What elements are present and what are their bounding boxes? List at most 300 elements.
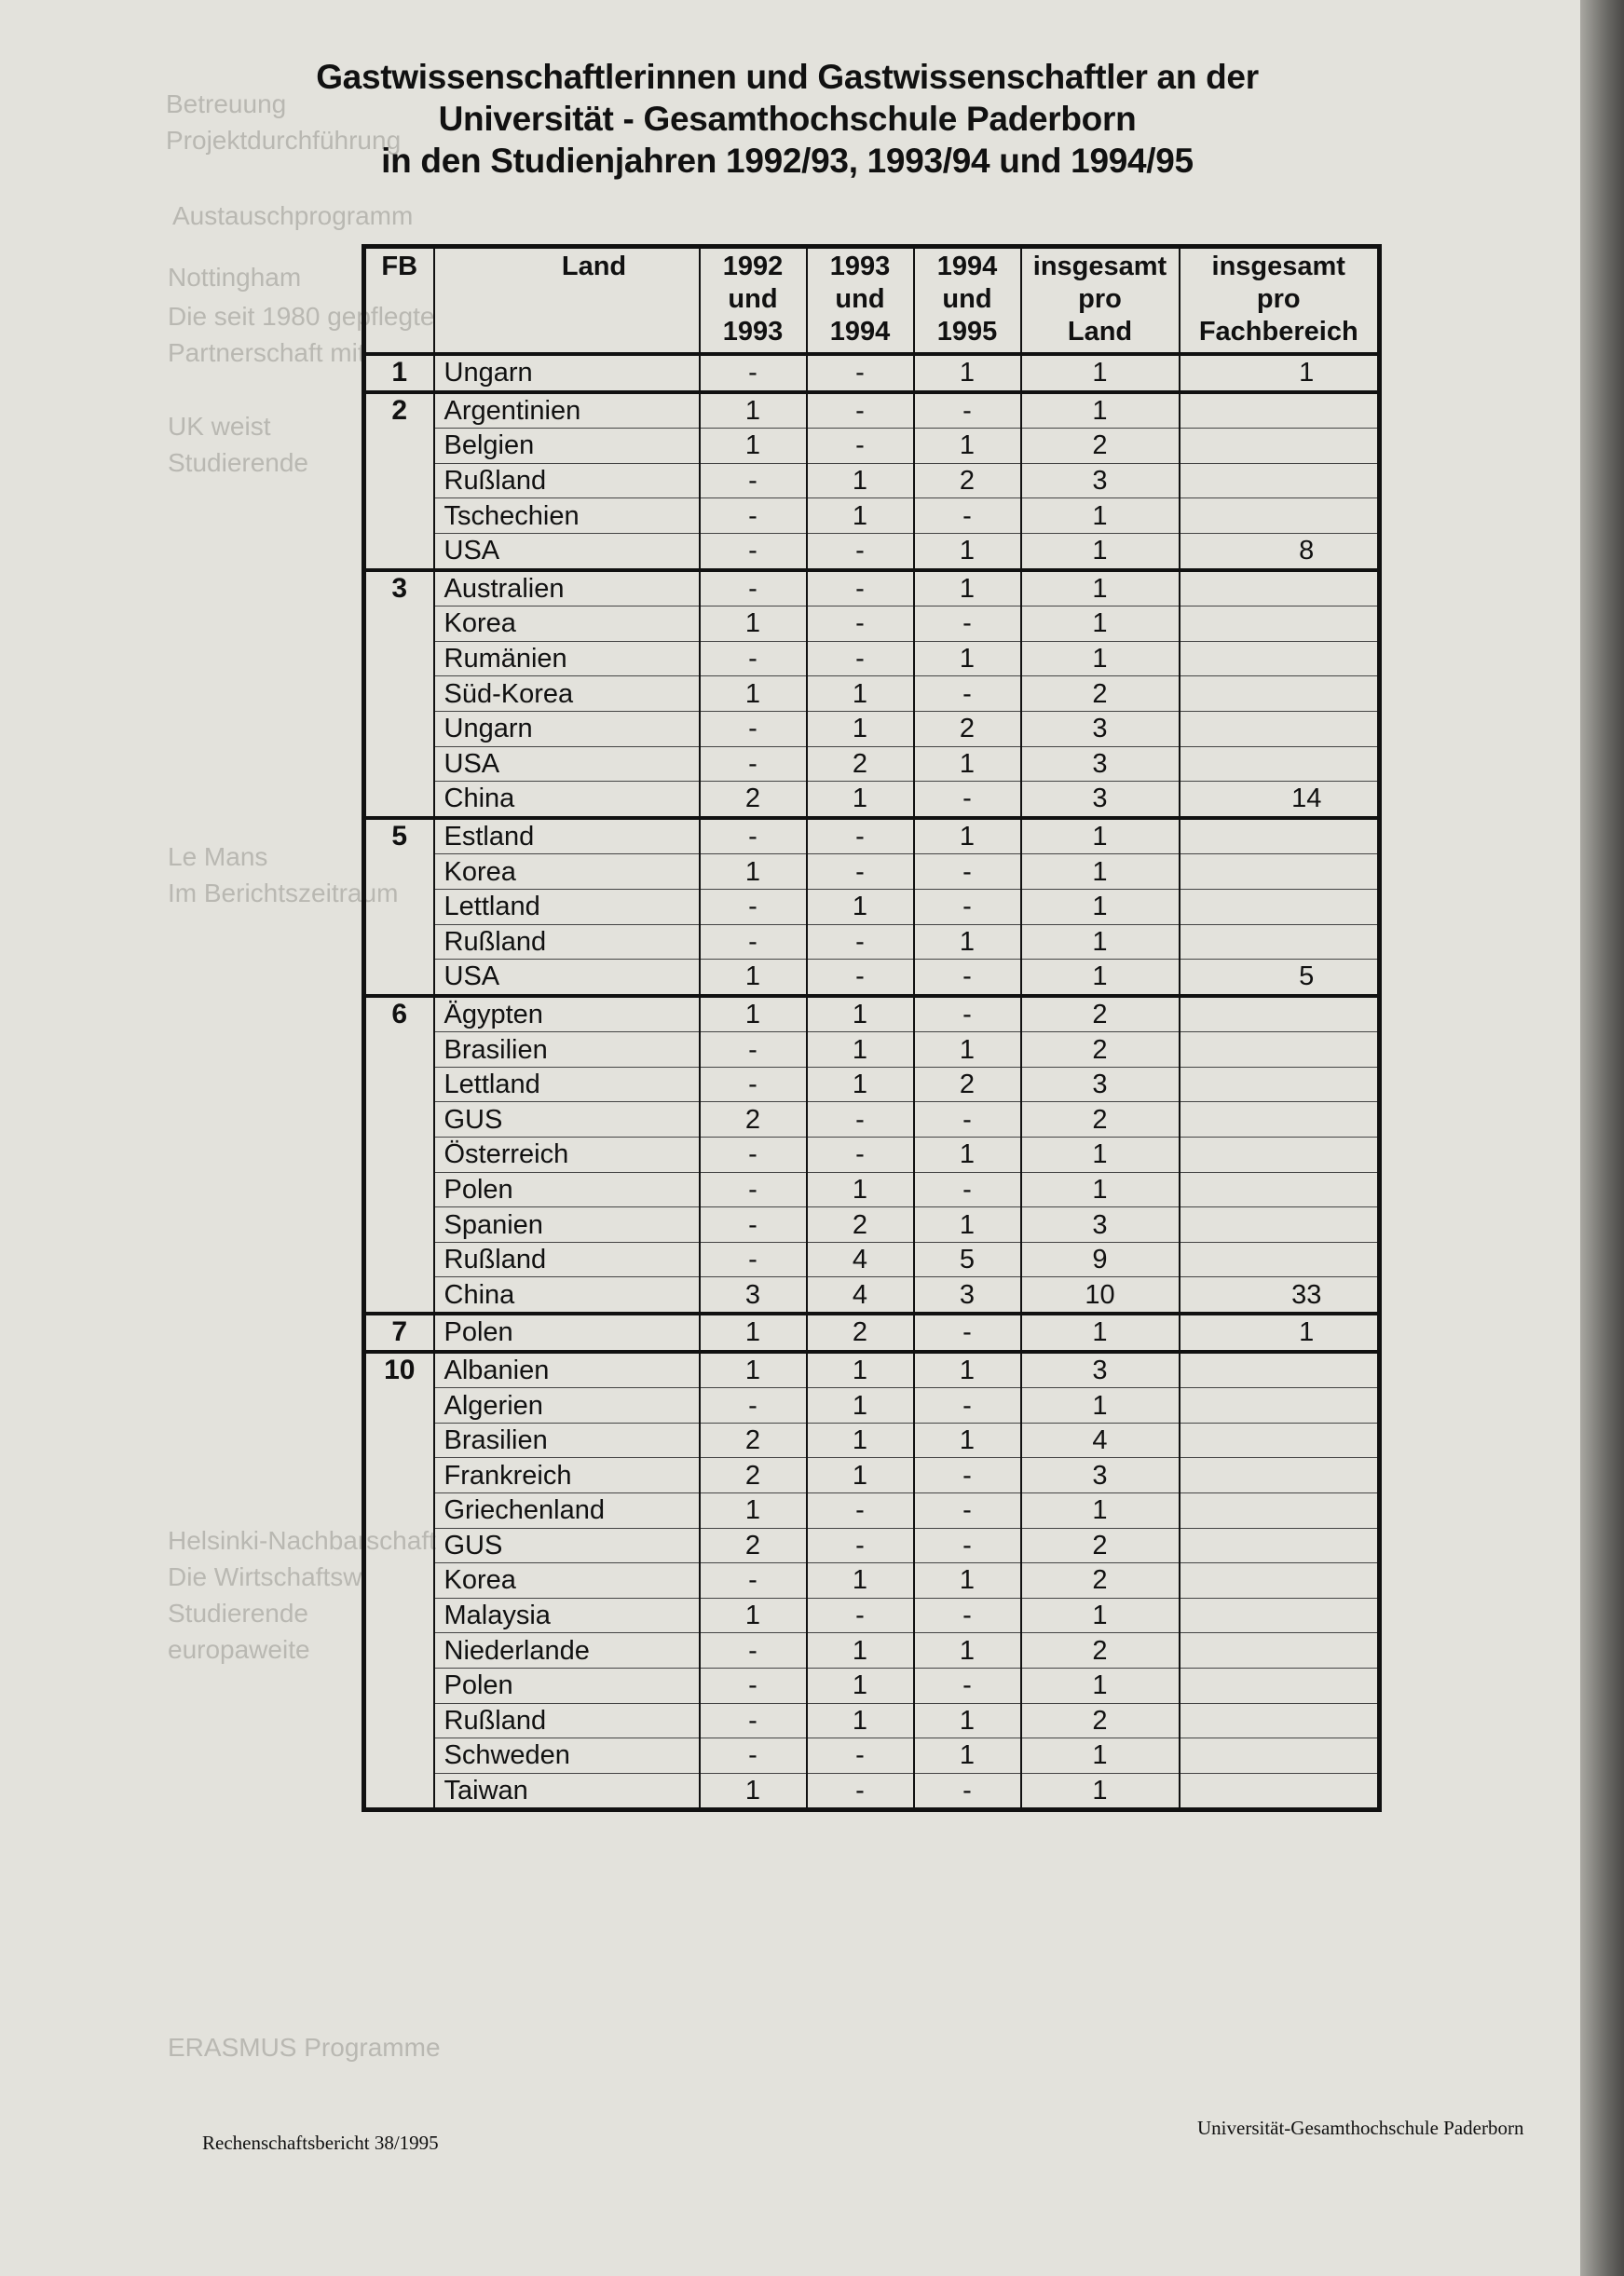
cell-total-land: 1 [1021, 392, 1180, 429]
cell-land: Taiwan [434, 1773, 700, 1810]
cell-land: Spanien [434, 1207, 700, 1243]
cell-1992-93: 1 [700, 996, 807, 1032]
cell-1992-93: 1 [700, 606, 807, 642]
table-row [364, 1528, 1380, 1563]
bleed-through-text: Im Berichtszeitraum [168, 879, 399, 907]
table-row [364, 1633, 1380, 1669]
table-row [364, 641, 1380, 676]
cell-1994-95: 1 [914, 1703, 1021, 1738]
cell-1992-93: - [700, 711, 807, 746]
cell-1992-93: - [700, 533, 807, 569]
cell-1994-95: 1 [914, 1423, 1021, 1458]
cell-total-fachbereich [1180, 924, 1380, 960]
cell-1992-93: 2 [700, 1458, 807, 1493]
cell-total-land: 2 [1021, 996, 1180, 1032]
cell-total-land: 1 [1021, 1668, 1180, 1703]
cell-total-fachbereich [1180, 1242, 1380, 1277]
cell-1994-95: 1 [914, 1032, 1021, 1068]
cell-1992-93: 1 [700, 1314, 807, 1352]
book-spine-shadow [1580, 0, 1624, 2276]
cell-1994-95: 1 [914, 429, 1021, 464]
cell-fb [364, 1207, 434, 1243]
cell-1993-94: 1 [807, 1703, 914, 1738]
cell-1993-94: 1 [807, 1032, 914, 1068]
cell-1992-93: - [700, 641, 807, 676]
bleed-through-text: Austauschprogramm [172, 201, 414, 230]
cell-total-fachbereich [1180, 1352, 1380, 1388]
cell-1992-93: - [700, 1388, 807, 1424]
cell-total-fachbereich [1180, 498, 1380, 534]
cell-1992-93: - [700, 1032, 807, 1068]
table-row [364, 889, 1380, 924]
cell-1993-94: 1 [807, 676, 914, 712]
cell-1994-95: - [914, 854, 1021, 890]
cell-total-land: 2 [1021, 1563, 1180, 1599]
cell-1994-95: - [914, 1668, 1021, 1703]
cell-1992-93: 1 [700, 1598, 807, 1633]
cell-total-fachbereich [1180, 463, 1380, 498]
cell-land: Niederlande [434, 1633, 700, 1669]
cell-total-land: 10 [1021, 1277, 1180, 1314]
cell-fb [364, 889, 434, 924]
bleed-through-text: ERASMUS Programme [168, 2033, 441, 2062]
cell-total-fachbereich: 5 [1180, 960, 1380, 996]
cell-land: Korea [434, 854, 700, 890]
cell-1992-93: 3 [700, 1277, 807, 1314]
table-body [364, 354, 1380, 1810]
cell-1993-94: 1 [807, 1423, 914, 1458]
table-row [364, 1598, 1380, 1633]
cell-land: Ägypten [434, 996, 700, 1032]
cell-1993-94: 1 [807, 1633, 914, 1669]
cell-total-land: 1 [1021, 1738, 1180, 1774]
cell-fb [364, 1277, 434, 1314]
cell-land: China [434, 1277, 700, 1314]
cell-total-land: 1 [1021, 1314, 1180, 1352]
cell-land: Polen [434, 1668, 700, 1703]
cell-1992-93: 1 [700, 392, 807, 429]
cell-1994-95: 1 [914, 1352, 1021, 1388]
cell-total-land: 9 [1021, 1242, 1180, 1277]
table-row [364, 996, 1380, 1032]
cell-1992-93: - [700, 746, 807, 782]
cell-total-land: 1 [1021, 498, 1180, 534]
cell-total-fachbereich [1180, 1138, 1380, 1173]
cell-land: Tschechien [434, 498, 700, 534]
cell-1993-94: 1 [807, 1172, 914, 1207]
cell-total-fachbereich [1180, 429, 1380, 464]
cell-land: USA [434, 960, 700, 996]
cell-1992-93: - [700, 570, 807, 606]
table-row [364, 1738, 1380, 1774]
cell-total-fachbereich: 8 [1180, 533, 1380, 569]
cell-1992-93: 2 [700, 1528, 807, 1563]
cell-land: GUS [434, 1528, 700, 1563]
cell-1994-95: - [914, 996, 1021, 1032]
cell-total-land: 2 [1021, 1032, 1180, 1068]
cell-1994-95: 1 [914, 746, 1021, 782]
cell-total-land: 3 [1021, 1458, 1180, 1493]
cell-1994-95: 1 [914, 354, 1021, 392]
table-row [364, 1388, 1380, 1424]
cell-fb [364, 533, 434, 569]
table-row [364, 498, 1380, 534]
cell-total-fachbereich [1180, 1423, 1380, 1458]
cell-land: Frankreich [434, 1458, 700, 1493]
table-row [364, 606, 1380, 642]
cell-1994-95: - [914, 1493, 1021, 1529]
cell-total-fachbereich [1180, 641, 1380, 676]
cell-total-land: 2 [1021, 676, 1180, 712]
cell-total-fachbereich [1180, 1172, 1380, 1207]
title-line-2: Universität - Gesamthochschule Paderborn [438, 100, 1137, 138]
cell-total-land: 1 [1021, 924, 1180, 960]
cell-fb [364, 746, 434, 782]
cell-1993-94: - [807, 392, 914, 429]
cell-total-fachbereich [1180, 1598, 1380, 1633]
cell-total-fachbereich: 1 [1180, 354, 1380, 392]
cell-1994-95: 1 [914, 533, 1021, 569]
header-fb: FB [364, 247, 434, 355]
cell-1992-93: - [700, 1242, 807, 1277]
cell-fb [364, 676, 434, 712]
cell-1993-94: - [807, 1102, 914, 1138]
cell-1993-94: 1 [807, 711, 914, 746]
cell-total-fachbereich [1180, 889, 1380, 924]
cell-1994-95: - [914, 1528, 1021, 1563]
cell-fb [364, 1172, 434, 1207]
cell-1994-95: 1 [914, 1633, 1021, 1669]
cell-1994-95: - [914, 1773, 1021, 1810]
cell-total-fachbereich: 14 [1180, 782, 1380, 818]
cell-1994-95: - [914, 676, 1021, 712]
title-line-1: Gastwissenschaftlerinnen und Gastwissenschaftler an der [316, 58, 1259, 96]
cell-total-land: 1 [1021, 1388, 1180, 1424]
cell-fb [364, 854, 434, 890]
cell-fb [364, 1067, 434, 1102]
cell-1992-93: - [700, 1563, 807, 1599]
cell-1992-93: - [700, 463, 807, 498]
cell-total-fachbereich [1180, 1738, 1380, 1774]
cell-1993-94: 1 [807, 782, 914, 818]
table-row [364, 854, 1380, 890]
cell-1994-95: 1 [914, 641, 1021, 676]
cell-fb [364, 782, 434, 818]
cell-land: Estland [434, 818, 700, 854]
bleed-through-text: UK weist [168, 412, 271, 441]
table-row [364, 711, 1380, 746]
cell-total-fachbereich [1180, 746, 1380, 782]
table-row [364, 1277, 1380, 1314]
cell-1994-95: - [914, 1458, 1021, 1493]
cell-1993-94: - [807, 1528, 914, 1563]
table-row [364, 1067, 1380, 1102]
cell-1993-94: - [807, 1493, 914, 1529]
cell-total-fachbereich [1180, 1032, 1380, 1068]
cell-1992-93: - [700, 1703, 807, 1738]
cell-land: Rußland [434, 1703, 700, 1738]
cell-total-fachbereich [1180, 1668, 1380, 1703]
cell-total-land: 3 [1021, 463, 1180, 498]
table-row [364, 1493, 1380, 1529]
cell-1993-94: 1 [807, 1388, 914, 1424]
cell-1993-94: - [807, 429, 914, 464]
cell-1994-95: - [914, 1388, 1021, 1424]
cell-1994-95: - [914, 606, 1021, 642]
cell-fb [364, 1388, 434, 1424]
cell-fb [364, 1423, 434, 1458]
cell-1994-95: 1 [914, 1738, 1021, 1774]
cell-total-fachbereich [1180, 996, 1380, 1032]
cell-1992-93: 1 [700, 676, 807, 712]
header-year-3: 1994 und 1995 [914, 247, 1021, 355]
cell-fb: 2 [364, 392, 434, 429]
cell-total-fachbereich [1180, 1703, 1380, 1738]
cell-total-fachbereich [1180, 1563, 1380, 1599]
cell-1992-93: 1 [700, 960, 807, 996]
bleed-through-text: Partnerschaft mit [168, 338, 365, 367]
cell-total-land: 3 [1021, 711, 1180, 746]
bleed-through-text: Projektdurchführung [166, 126, 402, 155]
cell-1992-93: - [700, 1207, 807, 1243]
footer-report-number: Rechenschaftsbericht 38/1995 [202, 2132, 439, 2154]
cell-total-land: 1 [1021, 641, 1180, 676]
cell-1993-94: 4 [807, 1277, 914, 1314]
cell-total-land: 2 [1021, 429, 1180, 464]
cell-fb [364, 1598, 434, 1633]
cell-land: Lettland [434, 1067, 700, 1102]
cell-1992-93: - [700, 1172, 807, 1207]
cell-fb [364, 1738, 434, 1774]
cell-1993-94: - [807, 570, 914, 606]
cell-total-land: 4 [1021, 1423, 1180, 1458]
cell-total-land: 1 [1021, 854, 1180, 890]
cell-fb [364, 960, 434, 996]
cell-1993-94: 1 [807, 1563, 914, 1599]
cell-fb [364, 1528, 434, 1563]
cell-1993-94: 1 [807, 1668, 914, 1703]
table-row [364, 1032, 1380, 1068]
bleed-through-text: Die Wirtschaftsw [168, 1562, 362, 1591]
cell-1993-94: 4 [807, 1242, 914, 1277]
cell-land: Schweden [434, 1738, 700, 1774]
cell-land: Ungarn [434, 711, 700, 746]
cell-1994-95: - [914, 1102, 1021, 1138]
cell-fb: 3 [364, 570, 434, 606]
cell-1992-93: - [700, 1738, 807, 1774]
cell-total-land: 1 [1021, 1138, 1180, 1173]
header-year-2: 1993 und 1994 [807, 247, 914, 355]
cell-1993-94: 1 [807, 1458, 914, 1493]
cell-1993-94: - [807, 1138, 914, 1173]
table-row [364, 1172, 1380, 1207]
cell-total-fachbereich [1180, 676, 1380, 712]
cell-total-land: 1 [1021, 889, 1180, 924]
cell-1992-93: - [700, 1067, 807, 1102]
cell-1992-93: - [700, 818, 807, 854]
cell-fb [364, 1563, 434, 1599]
header-total-fb: insgesamt pro Fachbereich [1180, 247, 1380, 355]
cell-total-fachbereich: 33 [1180, 1277, 1380, 1314]
cell-land: Rußland [434, 1242, 700, 1277]
cell-fb [364, 711, 434, 746]
guest-scientists-table [362, 244, 1382, 1812]
cell-fb: 7 [364, 1314, 434, 1352]
cell-total-fachbereich [1180, 392, 1380, 429]
cell-total-fachbereich [1180, 1633, 1380, 1669]
table-row [364, 1314, 1380, 1352]
cell-total-land: 3 [1021, 746, 1180, 782]
cell-1992-93: - [700, 1138, 807, 1173]
table-row [364, 1423, 1380, 1458]
cell-land: Algerien [434, 1388, 700, 1424]
cell-1994-95: 2 [914, 711, 1021, 746]
cell-land: Brasilien [434, 1032, 700, 1068]
header-land: Land [434, 247, 700, 355]
cell-1994-95: - [914, 392, 1021, 429]
cell-1993-94: 2 [807, 1207, 914, 1243]
table-row [364, 533, 1380, 569]
table-row [364, 1458, 1380, 1493]
cell-1992-93: 1 [700, 429, 807, 464]
cell-1994-95: 1 [914, 1138, 1021, 1173]
cell-land: USA [434, 533, 700, 569]
table-row [364, 818, 1380, 854]
table-row [364, 1138, 1380, 1173]
cell-1993-94: 1 [807, 889, 914, 924]
cell-1993-94: 1 [807, 1352, 914, 1388]
cell-1993-94: - [807, 533, 914, 569]
cell-1992-93: - [700, 498, 807, 534]
cell-fb: 6 [364, 996, 434, 1032]
cell-total-fachbereich [1180, 606, 1380, 642]
cell-1992-93: 2 [700, 1102, 807, 1138]
cell-fb [364, 1102, 434, 1138]
cell-1992-93: 2 [700, 782, 807, 818]
cell-fb [364, 1703, 434, 1738]
cell-fb [364, 606, 434, 642]
cell-total-fachbereich [1180, 1207, 1380, 1243]
cell-land: Rumänien [434, 641, 700, 676]
cell-total-land: 1 [1021, 533, 1180, 569]
cell-total-land: 3 [1021, 1067, 1180, 1102]
cell-1992-93: 1 [700, 1493, 807, 1529]
cell-fb [364, 641, 434, 676]
cell-1994-95: - [914, 498, 1021, 534]
cell-1993-94: 1 [807, 996, 914, 1032]
bleed-through-text: Betreuung [166, 89, 287, 118]
table-row [364, 463, 1380, 498]
cell-land: Korea [434, 1563, 700, 1599]
cell-1992-93: - [700, 924, 807, 960]
cell-total-land: 3 [1021, 782, 1180, 818]
table-row [364, 960, 1380, 996]
cell-total-land: 1 [1021, 1172, 1180, 1207]
cell-fb [364, 1138, 434, 1173]
table-row [364, 1352, 1380, 1388]
cell-1992-93: - [700, 889, 807, 924]
cell-1994-95: 3 [914, 1277, 1021, 1314]
cell-fb [364, 924, 434, 960]
cell-1994-95: - [914, 1598, 1021, 1633]
cell-total-fachbereich [1180, 1528, 1380, 1563]
cell-1994-95: - [914, 889, 1021, 924]
cell-land: Argentinien [434, 392, 700, 429]
cell-1994-95: 5 [914, 1242, 1021, 1277]
cell-total-land: 2 [1021, 1703, 1180, 1738]
cell-total-fachbereich [1180, 1388, 1380, 1424]
cell-fb [364, 1633, 434, 1669]
cell-1994-95: - [914, 1314, 1021, 1352]
cell-land: Polen [434, 1314, 700, 1352]
cell-fb [364, 463, 434, 498]
cell-total-land: 2 [1021, 1633, 1180, 1669]
table-row [364, 570, 1380, 606]
cell-land: Rußland [434, 924, 700, 960]
cell-1992-93: - [700, 1668, 807, 1703]
cell-1993-94: - [807, 354, 914, 392]
title-line-3: in den Studienjahren 1992/93, 1993/94 und 1994/95 [381, 142, 1194, 180]
cell-1994-95: 1 [914, 1563, 1021, 1599]
cell-land: Süd-Korea [434, 676, 700, 712]
cell-land: Korea [434, 606, 700, 642]
cell-fb [364, 1668, 434, 1703]
cell-total-land: 2 [1021, 1102, 1180, 1138]
cell-1994-95: 1 [914, 818, 1021, 854]
cell-total-fachbereich [1180, 1458, 1380, 1493]
table-row [364, 1563, 1380, 1599]
cell-1993-94: - [807, 1598, 914, 1633]
cell-fb [364, 498, 434, 534]
cell-total-land: 2 [1021, 1528, 1180, 1563]
cell-fb: 5 [364, 818, 434, 854]
table-header-row [364, 247, 1380, 355]
cell-total-fachbereich [1180, 854, 1380, 890]
cell-1992-93: 1 [700, 1352, 807, 1388]
cell-land: Malaysia [434, 1598, 700, 1633]
cell-1994-95: 1 [914, 924, 1021, 960]
cell-1992-93: - [700, 1633, 807, 1669]
bleed-through-text: europaweite [168, 1635, 310, 1664]
cell-land: Albanien [434, 1352, 700, 1388]
table-row [364, 429, 1380, 464]
cell-1993-94: - [807, 960, 914, 996]
cell-total-land: 1 [1021, 354, 1180, 392]
table-row [364, 1242, 1380, 1277]
cell-total-fachbereich [1180, 570, 1380, 606]
cell-total-land: 3 [1021, 1352, 1180, 1388]
cell-total-land: 1 [1021, 606, 1180, 642]
cell-1993-94: - [807, 606, 914, 642]
cell-fb [364, 1773, 434, 1810]
cell-fb [364, 1493, 434, 1529]
table-row [364, 782, 1380, 818]
cell-land: Griechenland [434, 1493, 700, 1529]
table-row [364, 924, 1380, 960]
table-row [364, 1773, 1380, 1810]
cell-total-land: 1 [1021, 570, 1180, 606]
table-row [364, 746, 1380, 782]
cell-total-land: 1 [1021, 1598, 1180, 1633]
cell-1992-93: 1 [700, 854, 807, 890]
cell-land: Polen [434, 1172, 700, 1207]
cell-total-land: 1 [1021, 1493, 1180, 1529]
page-title [280, 56, 1295, 182]
cell-total-fachbereich [1180, 1493, 1380, 1529]
cell-1993-94: 1 [807, 498, 914, 534]
header-total-land: insgesamt pro Land [1021, 247, 1180, 355]
cell-1992-93: 1 [700, 1773, 807, 1810]
